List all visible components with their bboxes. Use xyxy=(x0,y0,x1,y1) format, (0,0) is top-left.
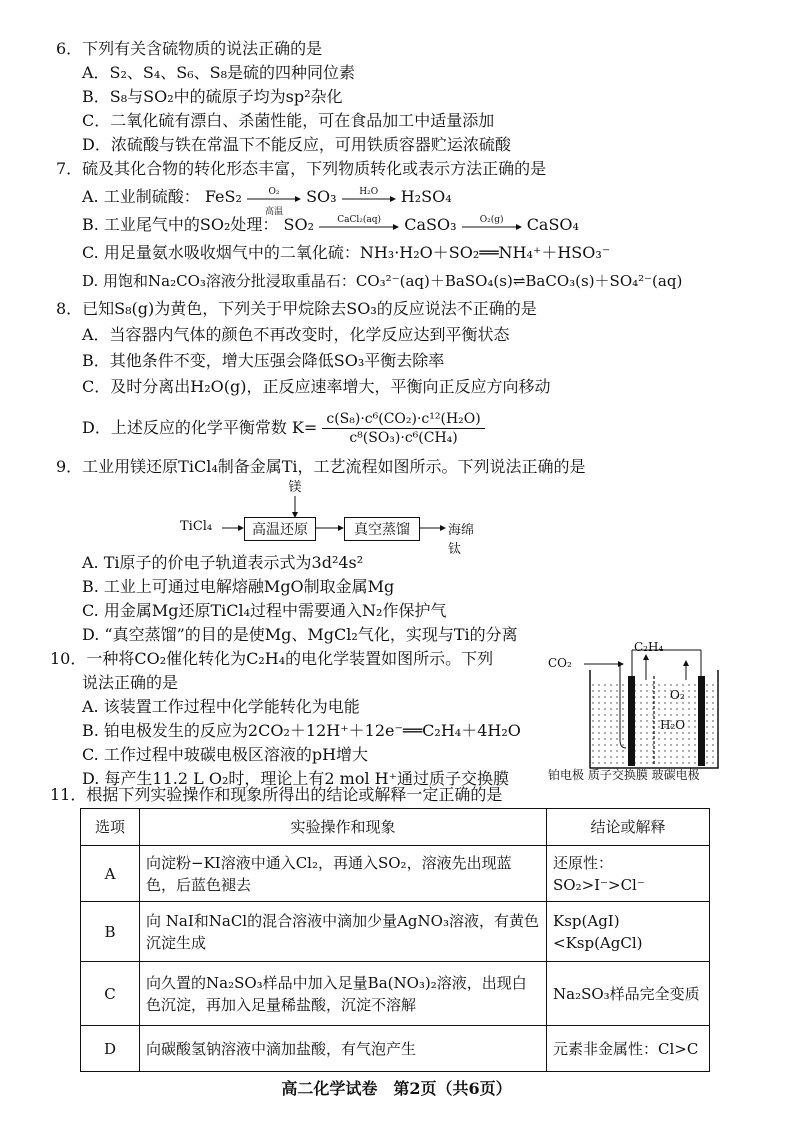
q8-option-d xyxy=(82,406,485,450)
page-footer: 高二化学试卷 第2页（共6页） xyxy=(281,1079,512,1098)
header-option: 选项 xyxy=(81,809,140,846)
q7-a-cond2-top: H₂O xyxy=(359,186,379,197)
q7-b-arrow-2 xyxy=(462,215,522,237)
reaction-arrow-icon xyxy=(342,195,396,203)
q7-a-prefix: A. 工业制硫酸： xyxy=(82,187,200,206)
q8-d-prefix: D．上述反应的化学平衡常数 K= xyxy=(82,418,318,437)
q9-process-flow xyxy=(180,480,480,557)
row-operation: 向 NaI和NaCl的混合溶液中滴加少量AgNO₃溶液，有黄色沉淀生成 xyxy=(140,902,547,962)
q7-b-species-1: SO₂ xyxy=(283,215,315,234)
q10-option-c: C. 工作过程中玻碳电极区溶液的pH增大 xyxy=(82,745,369,764)
row-label: C xyxy=(81,962,140,1026)
header-conclusion: 结论或解释 xyxy=(547,809,710,846)
electrochemical-cell-figure xyxy=(548,640,748,790)
q7-b-prefix: B. 工业尾气中的SO₂处理： xyxy=(82,215,279,234)
fig-label-o2: O₂ xyxy=(670,688,685,702)
q7-a-arrow-1 xyxy=(247,186,301,217)
q7-b-species-2: CaSO₃ xyxy=(404,215,457,234)
flow-input: TiCl₄ xyxy=(180,519,213,534)
q7-a-cond-top: O₂ xyxy=(268,186,280,197)
q7-b-species-3: CaSO₄ xyxy=(526,215,579,234)
q8-option-c: C．及时分离出H₂O(g)，正反应速率增大，平衡向正反应方向移动 xyxy=(82,377,551,396)
table-row xyxy=(81,962,710,1026)
flow-arrows-icon xyxy=(180,490,480,550)
fig-label-h2o: H₂O xyxy=(660,718,686,732)
q10-option-d: D. 每产生11.2 L O₂时，理论上有2 mol H⁺通过质子交换膜 xyxy=(82,769,510,788)
electrolysis-cell-icon xyxy=(548,640,748,780)
q10-option-a: A. 该装置工作过程中化学能转化为电能 xyxy=(82,697,360,716)
fig-label-c2h4: C₂H₄ xyxy=(634,640,664,654)
q7-option-c: C. 用足量氨水吸收烟气中的二氧化硫：NH₃·H₂O＋SO₂══NH₄⁺＋HSO₃⁻ xyxy=(82,243,611,262)
row-operation: 向久置的Na₂SO₃样品中加入足量Ba(NO₃)₂溶液，出现白色沉淀，再加入足量稀盐酸，沉淀不溶解 xyxy=(140,962,547,1026)
q7-stem: 7．硫及其化合物的转化形态丰富，下列物质转化或表示方法正确的是 xyxy=(56,159,547,178)
q7-option-d: D. 用饱和Na₂CO₃溶液分批浸取重晶石：CO₃²⁻(aq)＋BaSO₄(s)⇌BaCO₃(s)＋SO₄²⁻(aq) xyxy=(82,272,683,290)
q11-stem: 11．根据下列实验操作和现象所得出的结论或解释一定正确的是 xyxy=(50,785,503,804)
table-header-row xyxy=(81,809,710,846)
row-label: B xyxy=(81,902,140,962)
table-row xyxy=(81,846,710,902)
q7-a-cond-bottom: 高温 xyxy=(264,206,283,217)
q10-stem-cont: 说法正确的是 xyxy=(82,673,179,692)
flow-mg-label: 镁 xyxy=(288,480,302,495)
fraction-numerator: c(S₈)·c⁶(CO₂)·c¹²(H₂O) xyxy=(322,410,484,429)
row-operation: 向淀粉−KI溶液中通入Cl₂，再通入SO₂，溶液先出现蓝色，后蓝色褪去 xyxy=(140,846,547,902)
q6-option-b: B．S₈与SO₂中的硫原子均为sp²杂化 xyxy=(82,87,343,106)
row-conclusion: Na₂SO₃样品完全变质 xyxy=(547,962,710,1026)
reaction-arrow-icon xyxy=(319,223,399,231)
flow-output: 海绵钛 xyxy=(448,523,475,557)
header-operation: 实验操作和现象 xyxy=(140,809,547,846)
row-label: D xyxy=(81,1026,140,1072)
q8-option-a: A．当容器内气体的颜色不再改变时，化学反应达到平衡状态 xyxy=(82,325,510,344)
flow-step-2-box: 真空蒸馏 xyxy=(344,517,420,541)
equilibrium-constant-fraction xyxy=(322,410,484,447)
table-row xyxy=(81,1026,710,1072)
q10-option-b: B. 铂电极发生的反应为2CO₂＋12H⁺＋12e⁻══C₂H₄＋4H₂O xyxy=(82,721,521,740)
q9-stem: 9．工业用镁还原TiCl₄制备金属Ti，工艺流程如图所示。下列说法正确的是 xyxy=(56,457,586,476)
q6-option-d: D．浓硫酸与铁在常温下不能反应，可用铁质容器贮运浓硫酸 xyxy=(82,135,511,154)
table-row xyxy=(81,902,710,962)
q7-a-species-2: SO₃ xyxy=(306,187,337,206)
row-operation: 向碳酸氢钠溶液中滴加盐酸，有气泡产生 xyxy=(140,1026,547,1072)
fraction-denominator: c⁸(SO₃)·c⁶(CH₄) xyxy=(349,430,458,446)
q6-option-c: C．二氧化硫有漂白、杀菌性能，可在食品加工中适量添加 xyxy=(82,111,495,130)
q9-option-b: B. 工业上可通过电解熔融MgO制取金属Mg xyxy=(82,577,395,596)
q7-b-cond-top: CaCl₂(aq) xyxy=(337,214,382,225)
q9-option-d: D. “真空蒸馏”的目的是使Mg、MgCl₂气化，实现与Ti的分离 xyxy=(82,625,518,644)
q7-a-species-3: H₂SO₄ xyxy=(400,187,452,206)
fig-label-co2: CO₂ xyxy=(548,656,572,670)
q7-b-arrow-1 xyxy=(319,215,399,237)
q7-a-species-1: FeS₂ xyxy=(204,187,242,206)
q9-option-a: A. Ti原子的价电子轨道表示式为3d²4s² xyxy=(82,553,364,572)
q8-stem: 8．已知S₈(g)为黄色，下列关于甲烷除去SO₃的反应说法不正确的是 xyxy=(56,299,537,318)
reaction-arrow-icon xyxy=(462,223,522,231)
q7-b-cond2-top: O₂(g) xyxy=(479,214,504,225)
row-label: A xyxy=(81,846,140,902)
q10-stem: 10．一种将CO₂催化转化为C₂H₄的电化学装置如图所示。下列 xyxy=(50,649,494,668)
q6-option-a: A．S₂、S₄、S₆、S₈是硫的四种同位素 xyxy=(82,63,356,82)
q7-option-b xyxy=(82,214,579,237)
fig-caption: 铂电极 质子交换膜 玻碳电极 xyxy=(548,768,700,782)
q6-stem: 6．下列有关含硫物质的说法正确的是 xyxy=(56,39,323,58)
q8-option-b: B．其他条件不变，增大压强会降低SO₃平衡去除率 xyxy=(82,351,445,370)
q7-option-a xyxy=(82,186,452,217)
row-conclusion: Ksp(AgI)<Ksp(AgCl) xyxy=(547,902,710,962)
flow-step-1-box: 高温还原 xyxy=(244,517,316,541)
row-conclusion: 还原性：SO₂>I⁻>Cl⁻ xyxy=(547,846,710,902)
row-conclusion: 元素非金属性：Cl>C xyxy=(547,1026,710,1072)
q7-a-arrow-2 xyxy=(342,187,396,209)
q11-table xyxy=(80,808,710,1072)
q9-option-c: C. 用金属Mg还原TiCl₄过程中需要通入N₂作保护气 xyxy=(82,601,447,620)
